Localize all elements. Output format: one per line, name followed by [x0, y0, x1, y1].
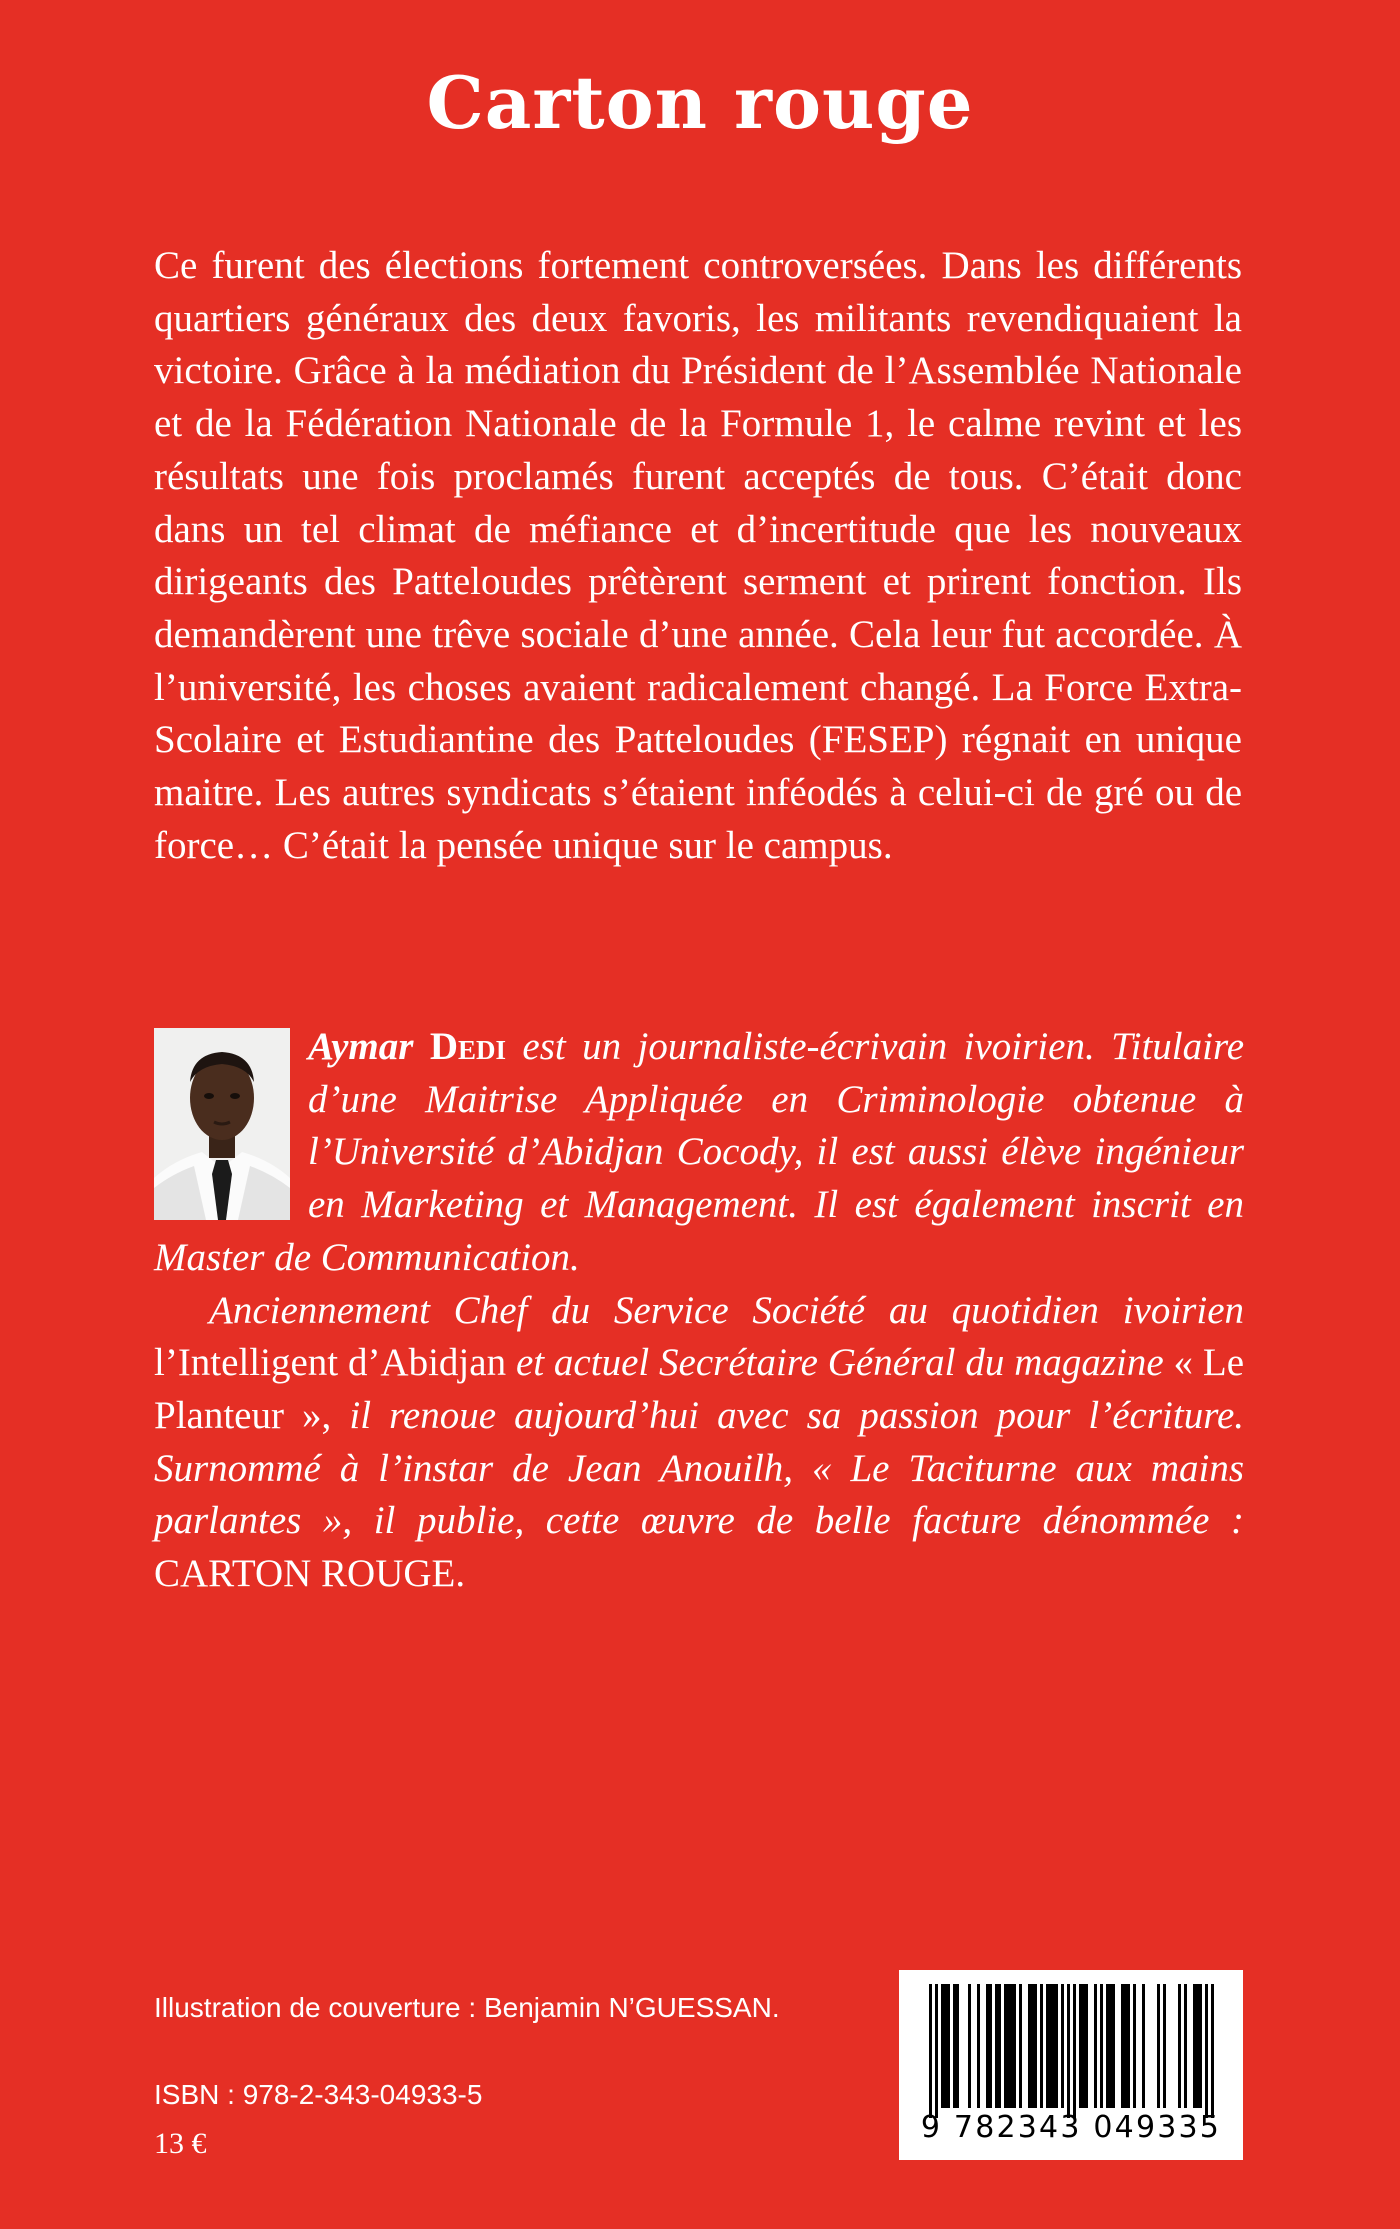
author-bio	[154, 1021, 1244, 1601]
barcode-bar	[1061, 1984, 1064, 2108]
newspaper-name: l’Intelligent d’Abidjan	[154, 1341, 507, 1385]
barcode-bar	[1100, 1984, 1103, 2108]
isbn: ISBN : 978-2-343-04933-5	[154, 2079, 483, 2110]
barcode-bar	[1211, 1984, 1214, 2118]
barcode-bar	[944, 1984, 947, 2108]
barcode-bar	[1040, 1984, 1043, 2108]
book-title: Carton rouge	[426, 60, 974, 145]
book-title-mention: CARTON ROUGE.	[154, 1552, 466, 1596]
barcode-bar	[941, 1984, 944, 2108]
barcode-bar	[1055, 1984, 1058, 2108]
barcode-bar	[1121, 1984, 1124, 2108]
barcode-bar	[1010, 1984, 1013, 2108]
barcode-bar	[1049, 1984, 1052, 2108]
author-photo	[154, 1028, 290, 1220]
barcode-bar	[1157, 1984, 1160, 2108]
author-last-name: Dedi	[429, 1025, 507, 1068]
author-bio-2a: Anciennement Chef du Service Société au quotidien ivoirien	[209, 1288, 1244, 1332]
barcode-bar	[1067, 1984, 1070, 2118]
barcode-bar	[935, 1984, 938, 2118]
barcode-bar	[929, 1984, 932, 2118]
barcode-bar	[1013, 1984, 1016, 2108]
barcode-bar	[1073, 1984, 1076, 2118]
price: 13 €	[154, 2127, 207, 2160]
barcode-bar	[1046, 1984, 1049, 2108]
barcode-bar	[1178, 1984, 1181, 2108]
barcode-bar	[1199, 1984, 1202, 2108]
author-bio-paragraph-1	[154, 1021, 1244, 1285]
author-bio-2e: il renoue aujourd’hui avec sa passion pour l’écriture. Surnommé à l’instar de Jean Anouilh, « Le Taciturne aux mains parlantes », il publie, cette œuvre de belle facture dénommée :	[154, 1393, 1245, 1543]
barcode-bar	[953, 1984, 956, 2108]
illustration-credit: Illustration de couverture : Benjamin N’GUESSAN.	[154, 1992, 780, 2023]
barcode-bar	[986, 1984, 989, 2108]
barcode-digits: 9 782343 049335	[920, 2110, 1222, 2145]
barcode-bar	[1031, 1984, 1034, 2108]
author-bio-2c: et actuel Secrétaire Général du magazine	[515, 1341, 1164, 1385]
author-first-name: Aymar	[308, 1025, 414, 1068]
barcode-bar	[1034, 1984, 1037, 2108]
barcode-bar	[968, 1984, 971, 2108]
author-bio-paragraph-2	[154, 1285, 1244, 1601]
magazine-name: « Le Planteur »,	[154, 1341, 1245, 1437]
barcode-bar	[977, 1984, 980, 2108]
blurb-text: Ce furent des élections fortement controversées. Dans les différents quartiers généraux des deux favoris, les militants revendiquaient la victoire. Grâce à la médiation du Président de l’Assemblée Nationale et de la Fédération Nationale de la Formule 1, le calme revint et les résultats une fois proclamés furent acceptés de tous. C’était donc dans un tel climat de méfiance et d’incertitude que les nouveaux dirigeants des Patteloudes prêtèrent serment et prirent fonction. Ils demandèrent une trêve sociale d’une année. Cela leur fut accordée. À l’université, les choses avaient radicalement changé. La Force Extra-Scolaire et Estudiantine des Patteloudes (FESEP) régnait en unique maitre. Les autres syndicats s’étaient inféodés à celui-ci de gré ou de force… C’était la pensée unique sur le campus.	[154, 244, 1242, 867]
barcode-bar	[1112, 1984, 1115, 2108]
barcode-bar	[1127, 1984, 1130, 2108]
barcode-bar	[1085, 1984, 1088, 2108]
barcode-bar	[1124, 1984, 1127, 2108]
barcode-bar	[1205, 1984, 1208, 2118]
barcode-bar	[956, 1984, 959, 2108]
barcode	[899, 1970, 1243, 2160]
barcode-bar	[1007, 1984, 1010, 2108]
barcode-bar	[1028, 1984, 1031, 2108]
barcode-bar	[1193, 1984, 1196, 2108]
barcode-bar	[1019, 1984, 1022, 2108]
barcode-bar	[998, 1984, 1001, 2108]
barcode-bar	[1184, 1984, 1187, 2108]
barcode-bar	[1109, 1984, 1112, 2108]
barcode-bar	[989, 1984, 992, 2108]
author-bio-1: est un journaliste-écrivain ivoirien. Titulaire d’une Maitrise Appliquée en Criminologie obtenue à l’Université d’Abidjan Cocody, il est aussi élève ingénieur en Marketing et Management. Il est également inscrit en Master de Communication.	[154, 1025, 1245, 1279]
blurb	[154, 240, 1242, 872]
barcode-bar	[1163, 1984, 1166, 2108]
barcode-bar	[1082, 1984, 1085, 2108]
barcode-bar	[1133, 1984, 1136, 2108]
barcode-bar	[1094, 1984, 1097, 2108]
barcode-bar	[1142, 1984, 1145, 2108]
barcode-bar	[995, 1984, 998, 2108]
barcode-bar	[1079, 1984, 1082, 2108]
barcode-bar	[1106, 1984, 1109, 2108]
barcode-bar	[1004, 1984, 1007, 2108]
barcode-bar	[1052, 1984, 1055, 2108]
barcode-bar	[947, 1984, 950, 2108]
barcode-bar	[1196, 1984, 1199, 2108]
